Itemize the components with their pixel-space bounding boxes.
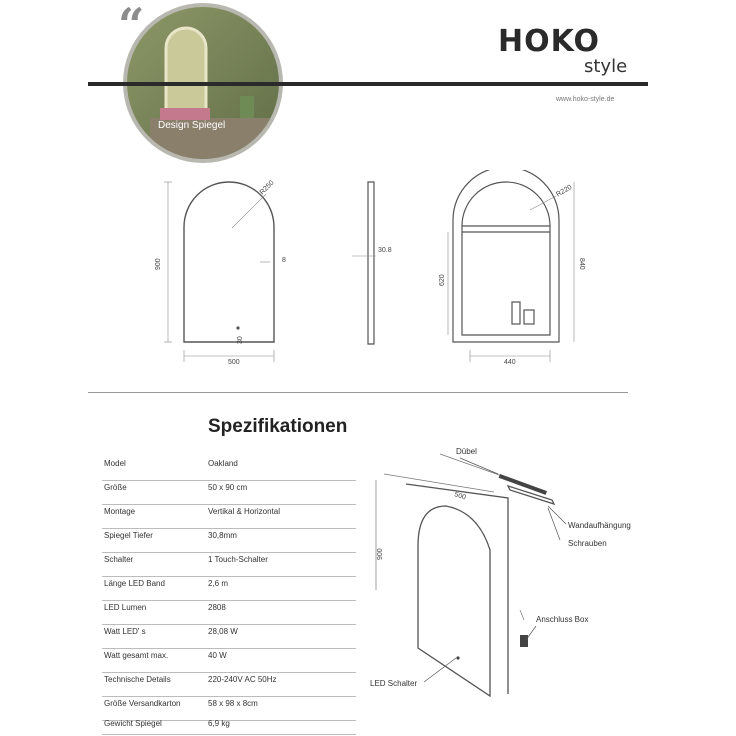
header-bar bbox=[88, 82, 648, 86]
brand-logo: HOKO bbox=[498, 24, 601, 59]
spec-row bbox=[102, 576, 356, 601]
spec-row bbox=[102, 480, 356, 505]
front-width-label: 500 bbox=[228, 359, 240, 366]
spec-value: Vertikal & Horizontal bbox=[208, 507, 281, 516]
spec-row bbox=[102, 672, 356, 697]
spec-label: Größe bbox=[104, 483, 127, 492]
mount-width-label: 500 bbox=[453, 491, 467, 502]
mount-height-label: 900 bbox=[377, 548, 384, 560]
spec-label: Montage bbox=[104, 507, 136, 516]
spec-row bbox=[102, 648, 356, 673]
spec-value: 40 W bbox=[208, 651, 227, 660]
spec-value: 28,08 W bbox=[208, 627, 238, 636]
brand-logo-sub: style bbox=[584, 56, 628, 77]
spec-value: 6,9 kg bbox=[208, 719, 230, 728]
spec-value: 50 x 90 cm bbox=[208, 483, 248, 492]
front-radius-label: R250 bbox=[258, 179, 276, 197]
back-width-label: 440 bbox=[504, 359, 516, 366]
back-radius-label: R220 bbox=[555, 184, 574, 199]
spec-label: Schalter bbox=[104, 555, 134, 564]
back-inner-height-label: 620 bbox=[439, 274, 446, 286]
spec-value: Oakland bbox=[208, 459, 238, 468]
spec-row bbox=[102, 600, 356, 625]
spec-label: Watt LED' s bbox=[104, 627, 146, 636]
spec-value: 220-240V AC 50Hz bbox=[208, 675, 277, 684]
front-height-label: 900 bbox=[155, 258, 162, 270]
spec-title: Spezifikationen bbox=[208, 416, 348, 437]
spec-row bbox=[102, 552, 356, 577]
website-url: www.hoko-style.de bbox=[556, 96, 615, 103]
spec-label: Model bbox=[104, 459, 126, 468]
spec-row bbox=[102, 504, 356, 529]
spec-value: 1 Touch-Schalter bbox=[208, 555, 268, 564]
wandaufhaengung-label: Wandaufhängung bbox=[568, 521, 631, 530]
spec-value: 30,8mm bbox=[208, 531, 237, 540]
spec-value: 2808 bbox=[208, 603, 226, 612]
dubel-label: Dübel bbox=[456, 447, 477, 456]
spec-value: 58 x 98 x 8cm bbox=[208, 699, 258, 708]
quote-icon: “ bbox=[118, 0, 145, 52]
back-outer-height-label: 840 bbox=[578, 258, 585, 270]
spec-label: Spiegel Tiefer bbox=[104, 531, 153, 540]
spec-label: Technische Details bbox=[104, 675, 171, 684]
mounting-diagram bbox=[360, 440, 660, 736]
led-schalter-label: LED Schalter bbox=[370, 679, 418, 688]
spec-label: Gewicht Spiegel bbox=[104, 719, 162, 728]
section-divider bbox=[88, 392, 628, 393]
photo-caption: Design Spiegel bbox=[158, 120, 226, 131]
spec-row bbox=[102, 624, 356, 649]
spec-label: Größe Versandkarton bbox=[104, 699, 181, 708]
front-switch-label: 30 bbox=[237, 336, 244, 344]
side-depth-label: 30.8 bbox=[378, 247, 392, 254]
technical-drawings bbox=[0, 170, 736, 380]
spec-row bbox=[102, 528, 356, 553]
front-edge-label: 8 bbox=[282, 257, 286, 264]
spec-label: Watt gesamt max. bbox=[104, 651, 169, 660]
spec-label: LED Lumen bbox=[104, 603, 147, 612]
spec-row bbox=[102, 716, 356, 735]
anschluss-box-label: Anschluss Box bbox=[536, 615, 589, 624]
schrauben-label: Schrauben bbox=[568, 539, 607, 548]
spec-value: 2,6 m bbox=[208, 579, 229, 588]
spec-label: Länge LED Band bbox=[104, 579, 165, 588]
spec-row bbox=[102, 456, 356, 481]
